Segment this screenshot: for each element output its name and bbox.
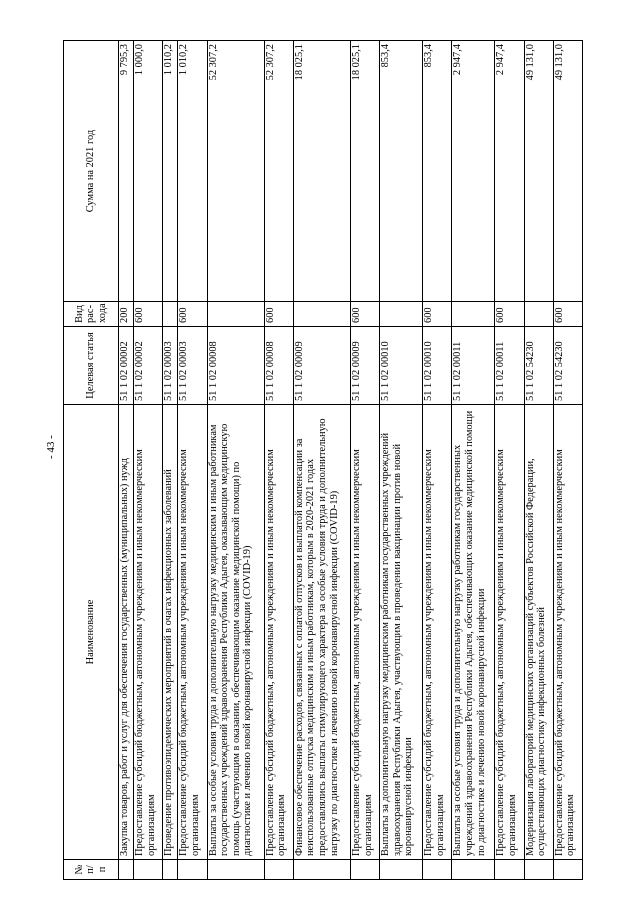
cell-vid: 200 — [119, 302, 134, 327]
cell-code: 51 1 02 00002 — [134, 327, 163, 405]
cell-sum: 52 307,2 — [207, 41, 264, 302]
table-row — [423, 41, 452, 880]
cell-code: 51 1 02 00009 — [350, 327, 379, 405]
cell-vid: 600 — [350, 302, 379, 327]
table-row — [350, 41, 379, 880]
cell-vid — [452, 302, 495, 327]
cell-vid — [380, 302, 423, 327]
cell-name: Финансовое обеспечение расходов, связанных с оплатой отпусков и выплатой компенсации за неиспользованные отпуска медицинским и иным работникам, которым в 2020-2021 годах предоставлялись выплаты стимулирующего характера за особые условия труда и дополнительную нагрузку по диагностике и лечению новой коронавирусной инфекции (COVID-19) — [293, 405, 350, 860]
cell-vid: 600 — [134, 302, 163, 327]
cell-no — [380, 860, 423, 880]
cell-code: 51 1 02 00010 — [380, 327, 423, 405]
header-no: № п/п — [64, 860, 119, 880]
cell-name: Предоставление субсидий бюджетным, автономным учреждениям и иным некоммерческим организациям — [178, 405, 207, 860]
cell-no — [495, 860, 524, 880]
cell-vid — [207, 302, 264, 327]
cell-sum: 853,4 — [380, 41, 423, 302]
cell-no — [553, 860, 582, 880]
cell-sum: 1 000,0 — [134, 41, 163, 302]
cell-no — [163, 860, 178, 880]
cell-sum: 853,4 — [423, 41, 452, 302]
cell-code: 51 1 02 00003 — [178, 327, 207, 405]
cell-vid: 600 — [264, 302, 293, 327]
cell-sum: 9 795,3 — [119, 41, 134, 302]
table-row — [163, 41, 178, 880]
header-sum: Сумма на 2021 год — [64, 41, 119, 302]
cell-name: Закупка товаров, работ и услуг для обеспечения государственных (муниципальных) нужд — [119, 405, 134, 860]
cell-code: 51 1 02 00011 — [452, 327, 495, 405]
cell-name: Выплаты за особые условия труда и дополнительную нагрузку медицинским и иным работникам государственных учреждений здравоохранения Республики Адыгея, оказывающим медицинскую помощь (участвующим в оказании, обеспечивающим оказание медицинской помощи) по диагностике и лечению новой коронавирусной инфекции (COVID-19) — [207, 405, 264, 860]
table-row — [553, 41, 582, 880]
table-row — [524, 41, 553, 880]
cell-vid — [524, 302, 553, 327]
cell-vid: 600 — [178, 302, 207, 327]
cell-sum: 1 010,2 — [178, 41, 207, 302]
table-row — [178, 41, 207, 880]
table-row — [380, 41, 423, 880]
cell-name: Предоставление субсидий бюджетным, автономным учреждениям и иным некоммерческим организациям — [264, 405, 293, 860]
cell-no — [524, 860, 553, 880]
cell-code: 51 1 02 00008 — [264, 327, 293, 405]
table-row — [452, 41, 495, 880]
cell-no — [350, 860, 379, 880]
cell-code: 51 1 02 00008 — [207, 327, 264, 405]
cell-code: 51 1 02 00009 — [293, 327, 350, 405]
header-code: Целевая статья — [64, 327, 119, 405]
cell-code: 51 1 02 00011 — [495, 327, 524, 405]
cell-no — [207, 860, 264, 880]
cell-name: Предоставление субсидий бюджетным, автономным учреждениям и иным некоммерческим организациям — [553, 405, 582, 860]
table-row — [207, 41, 264, 880]
cell-no — [293, 860, 350, 880]
cell-code: 51 1 02 54230 — [553, 327, 582, 405]
cell-sum: 2 947,4 — [495, 41, 524, 302]
cell-name: Выплаты за особые условия труда и дополнительную нагрузку работникам государственных учреждений здравоохранения Республики Адыгея, обеспечивающих оказание медицинской помощи по диагностике и лечению новой коронавирусной инфекции — [452, 405, 495, 860]
cell-name: Проведение противоэпидемических мероприятий в очагах инфекционных заболеваний — [163, 405, 178, 860]
page-number: - 43 - — [45, 435, 57, 459]
cell-no — [452, 860, 495, 880]
cell-sum: 18 025,1 — [350, 41, 379, 302]
cell-code: 51 1 02 00002 — [119, 327, 134, 405]
cell-no — [264, 860, 293, 880]
cell-vid: 600 — [423, 302, 452, 327]
cell-code: 51 1 02 54230 — [524, 327, 553, 405]
cell-sum: 18 025,1 — [293, 41, 350, 302]
cell-sum: 52 307,2 — [264, 41, 293, 302]
cell-vid: 600 — [495, 302, 524, 327]
cell-name: Модернизация лабораторий медицинских организаций субъектов Российской Федерации, осуществляющих диагностику инфекционных болезней — [524, 405, 553, 860]
cell-sum: 49 131,0 — [524, 41, 553, 302]
cell-no — [423, 860, 452, 880]
cell-code: 51 1 02 00003 — [163, 327, 178, 405]
budget-table — [63, 40, 583, 880]
budget-table-rotated — [63, 40, 583, 880]
cell-name: Предоставление субсидий бюджетным, автономным учреждениям и иным некоммерческим организациям — [495, 405, 524, 860]
cell-name: Предоставление субсидий бюджетным, автономным учреждениям и иным некоммерческим организациям — [134, 405, 163, 860]
table-row — [293, 41, 350, 880]
cell-vid: 600 — [553, 302, 582, 327]
cell-no — [119, 860, 134, 880]
cell-no — [134, 860, 163, 880]
table-row — [119, 41, 134, 880]
cell-vid — [293, 302, 350, 327]
cell-name: Выплаты за дополнительную нагрузку медицинским работникам государственных учреждений здравоохранения Республики Адыгея, участвующим в проведении вакцинации против новой коронавирусной инфекции — [380, 405, 423, 860]
table-row — [495, 41, 524, 880]
table-row — [264, 41, 293, 880]
cell-sum: 2 947,4 — [452, 41, 495, 302]
cell-name: Предоставление субсидий бюджетным, автономным учреждениям и иным некоммерческим организациям — [423, 405, 452, 860]
header-vid: Вид рас-хода — [64, 302, 119, 327]
table-header-row — [64, 41, 119, 880]
header-name: Наименование — [64, 405, 119, 860]
cell-code: 51 1 02 00010 — [423, 327, 452, 405]
cell-sum: 49 131,0 — [553, 41, 582, 302]
cell-sum: 1 010,2 — [163, 41, 178, 302]
cell-vid — [163, 302, 178, 327]
table-row — [134, 41, 163, 880]
cell-no — [178, 860, 207, 880]
cell-name: Предоставление субсидий бюджетным, автономным учреждениям и иным некоммерческим организациям — [350, 405, 379, 860]
